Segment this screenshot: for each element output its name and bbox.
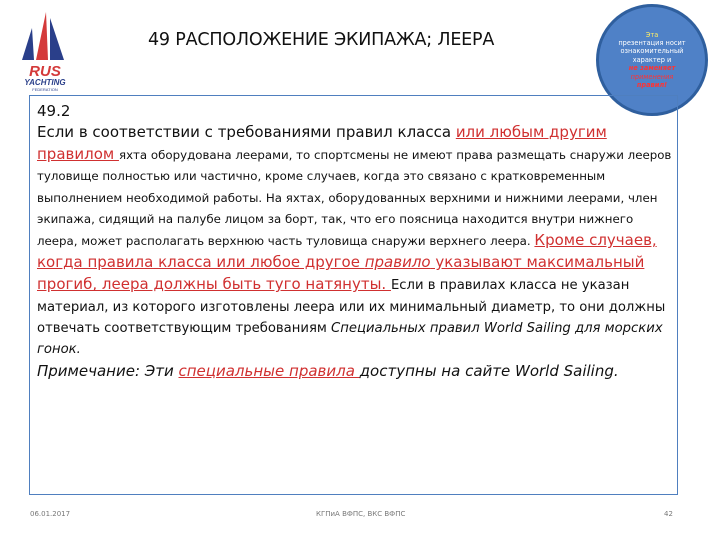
highlight-text: правило xyxy=(364,253,431,272)
text-run: Если в соответствии с требованиями правил класса xyxy=(37,123,456,141)
note-paragraph xyxy=(37,360,677,383)
footer-page-number: 42 xyxy=(664,510,673,518)
footer-date: 06.01.2017 xyxy=(30,510,71,518)
note-label: Примечание xyxy=(37,362,135,381)
rule-text xyxy=(37,100,677,383)
highlight-text: или любым другим правилом xyxy=(37,123,607,164)
rus-yachting-logo xyxy=(6,8,84,92)
highlight-text: Кроме случаев, когда правила класса или любое другое xyxy=(37,231,657,272)
text-run: доступны на сайте World Sailing xyxy=(359,362,614,381)
sail-shape xyxy=(22,28,34,60)
rule-paragraph xyxy=(37,122,677,360)
badge-line: правил! xyxy=(636,81,668,90)
sail-shape xyxy=(50,18,64,60)
text-run: . xyxy=(613,362,619,381)
footer-center: КГПиА ВФПС, ВКС ВФПС xyxy=(316,510,406,518)
logo-small: FEDERATION xyxy=(32,87,58,92)
text-run: Если в правилах класса не указан материал, из которого изготовлены леера или их минимальный диаметр, то они должны отвечать соответствующим требованиям xyxy=(37,278,666,336)
badge-line: не заменяет xyxy=(628,64,676,73)
text-run: яхта оборудована леерами, то спортсмены не имеют права размещать снаружи лееров туловище полностью или частично, кроме случаев, когда это связано с кратковременным выполнением необходимой работы. На яхтах, оборудованных верхними и нижними леерами, член экипажа, сидящий на палубе лицом за борт, так, что его поясница находится внутри нижнего леера, может располагать верхнюю часть туловища снаружи верхнего леера. xyxy=(37,148,672,249)
highlight-text: специальные правила xyxy=(178,362,360,381)
logo-brand: RUS xyxy=(29,63,61,80)
sail-shape xyxy=(36,12,48,60)
text-run: Специальных правил World Sailing для морских гонок. xyxy=(37,320,663,358)
rule-number: 49.2 xyxy=(37,102,71,120)
highlight-text: указывают максимальный прогиб, леера должны быть туго натянуты. xyxy=(37,253,645,294)
badge-line: презентация носит ознакомительный характер и xyxy=(618,38,686,64)
badge-line: Эта xyxy=(645,30,659,39)
badge-line: применения xyxy=(630,72,674,81)
text-run: : xyxy=(134,362,145,381)
logo-sub: YACHTING xyxy=(24,78,66,87)
text-run: Эти xyxy=(144,362,179,381)
page-title: 49 РАСПОЛОЖЕНИЕ ЭКИПАЖА; ЛЕЕРА xyxy=(148,30,495,50)
